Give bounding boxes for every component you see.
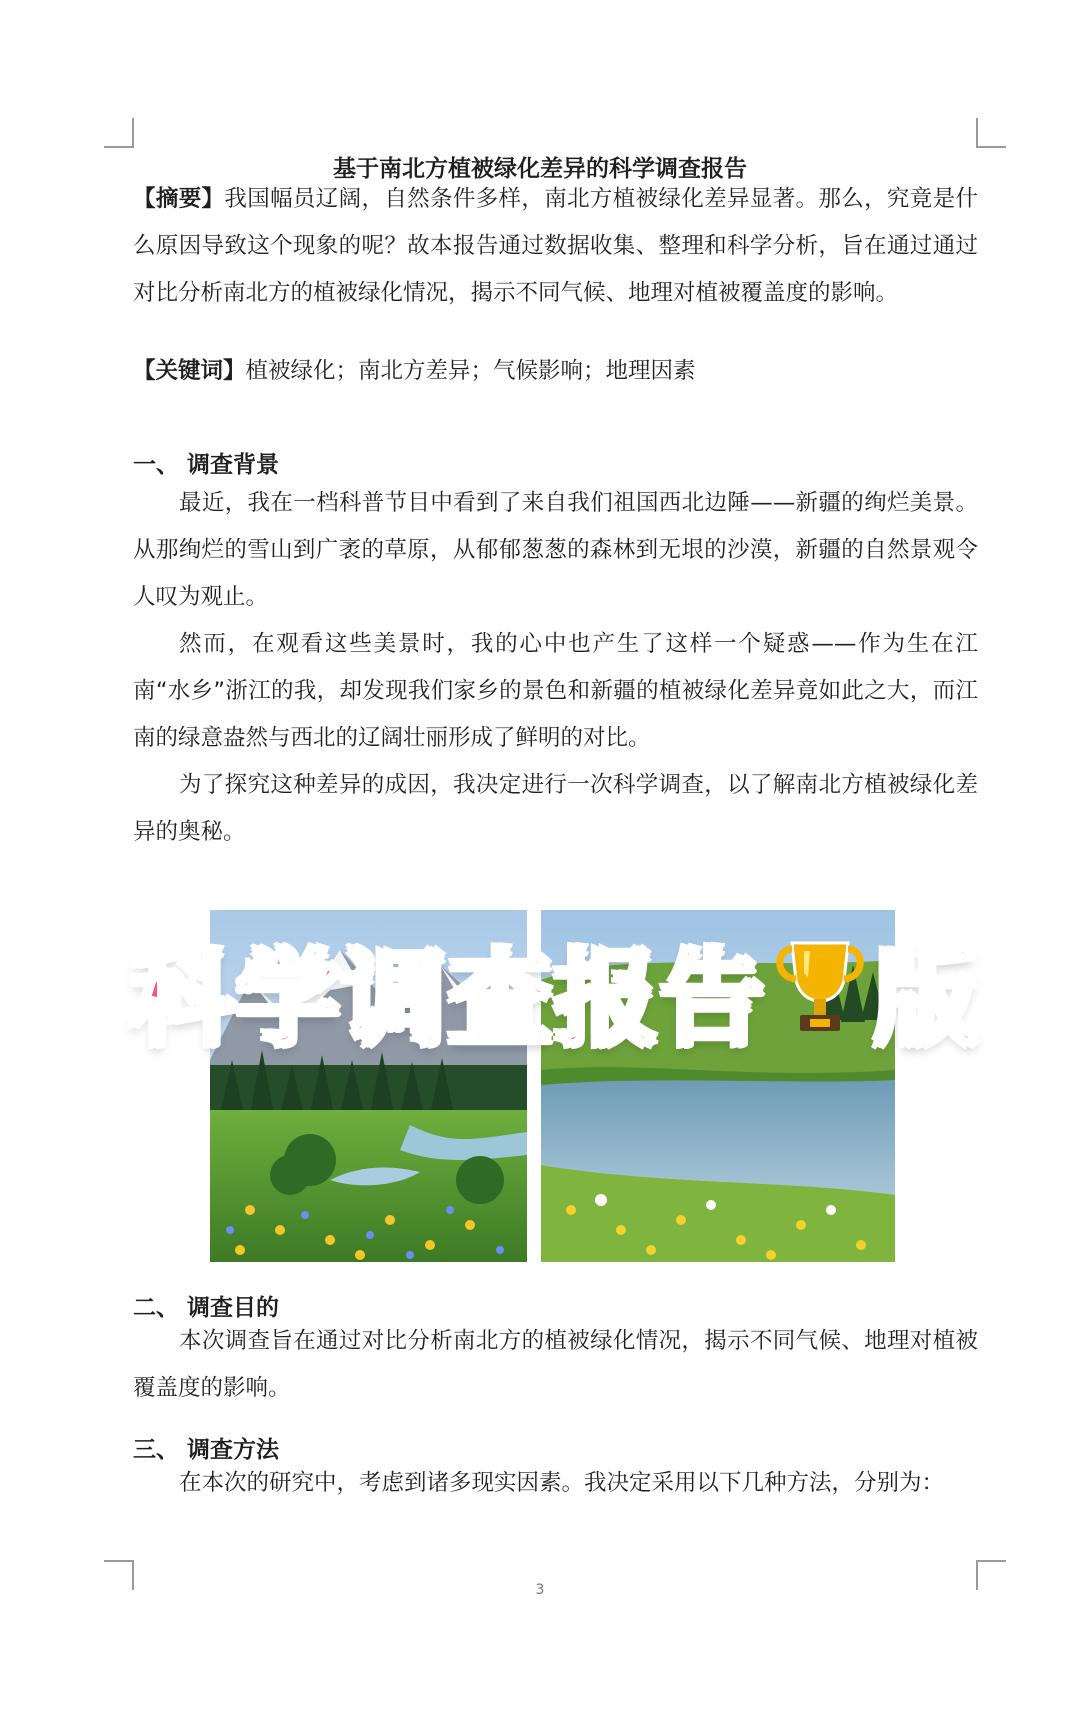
paragraph: 然而，在观看这些美景时，我的心中也产生了这样一个疑惑——作为生在江南“水乡”浙江的我，却发现我们家乡的景色和新疆的植被绿化差异竟如此之大，而江南的绿意盎然与西北的辽阔壮丽形成了鲜明的对比。 bbox=[133, 631, 978, 751]
banner-text-suffix: 版 bbox=[874, 938, 981, 1060]
paragraph: 为了探究这种差异的成因，我决定进行一次科学调查，以了解南北方植被绿化差异的奥秘。 bbox=[133, 772, 978, 845]
paragraph: 在本次的研究中，考虑到诸多现实因素。我决定采用以下几种方法，分别为： bbox=[179, 1470, 945, 1496]
keywords-block bbox=[133, 348, 978, 395]
abstract-block bbox=[133, 176, 978, 317]
keywords-text: 植被绿化；南北方差异；气候影响；地理因素 bbox=[245, 358, 696, 384]
crop-mark-top-right bbox=[976, 118, 1006, 148]
section-method-body bbox=[133, 1460, 978, 1507]
section-heading-background: 一、 调查背景 bbox=[133, 452, 280, 478]
crop-mark-top-left bbox=[104, 118, 134, 148]
paragraph: 最近，我在一档科普节目中看到了来自我们祖国西北边陲——新疆的绚烂美景。从那绚烂的雪山到广袤的草原，从郁郁葱葱的森林到无垠的沙漠，新疆的自然景观令人叹为观止。 bbox=[133, 490, 978, 610]
page-number: 3 bbox=[535, 1582, 545, 1598]
abstract-label: 【摘要】 bbox=[133, 186, 225, 212]
banner-text-main: 科学调查报告 bbox=[129, 938, 766, 1060]
keywords-label: 【关键词】 bbox=[133, 358, 246, 384]
section-background-body bbox=[133, 480, 978, 856]
document-title: 基于南北方植被绿化差异的科学调查报告 bbox=[333, 156, 747, 182]
section-heading-purpose: 二、 调查目的 bbox=[133, 1295, 280, 1321]
trophy-icon bbox=[770, 933, 870, 1047]
abstract-text: 我国幅员辽阔，自然条件多样，南北方植被绿化差异显著。那么，究竟是什么原因导致这个现象的呢？故本报告通过数据收集、整理和科学分析，旨在通过通过对比分析南北方的植被绿化情况，揭示不同气候、地理对植被覆盖度的影响。 bbox=[133, 186, 978, 306]
section-heading-method: 三、 调查方法 bbox=[133, 1437, 280, 1463]
overlay-banner bbox=[105, 920, 1005, 1060]
section-purpose-body bbox=[133, 1318, 978, 1412]
paragraph: 本次调查旨在通过对比分析南北方的植被绿化情况，揭示不同气候、地理对植被覆盖度的影响。 bbox=[133, 1328, 978, 1401]
